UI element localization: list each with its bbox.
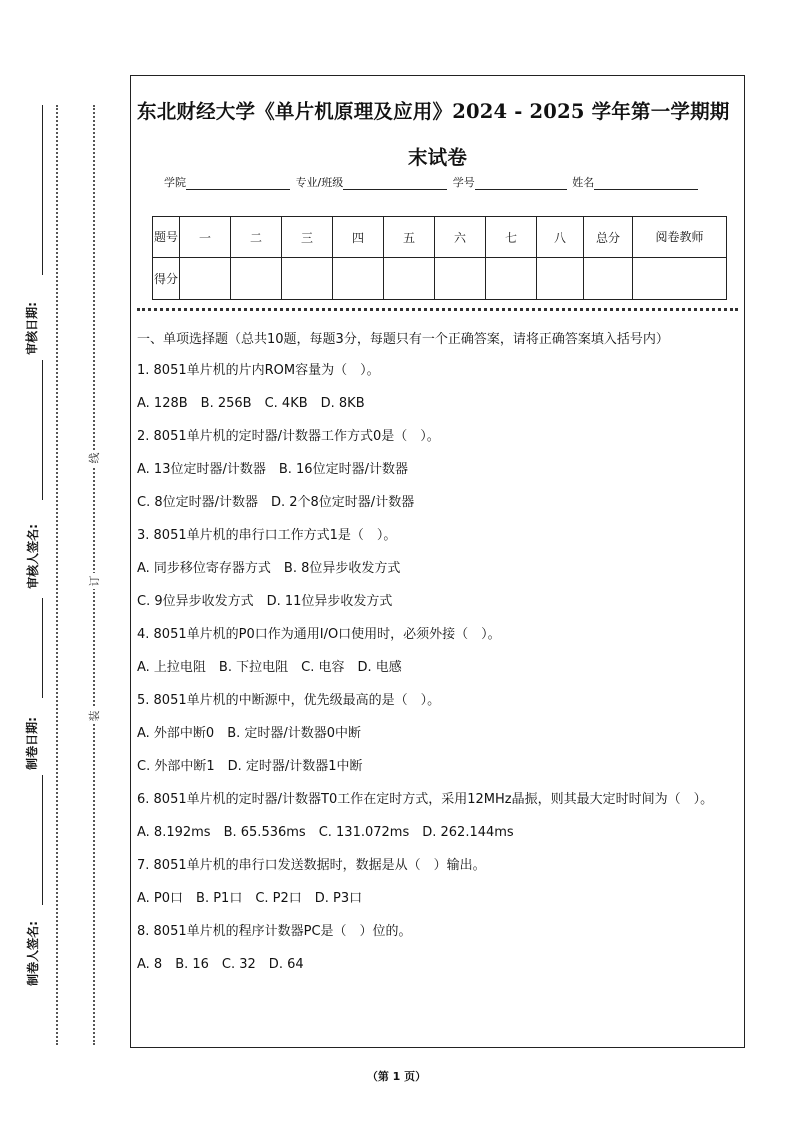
question: 1. 8051单片机的片内ROM容量为（ ）。 (137, 363, 380, 378)
question-options: A. 外部中断0 B. 定时器/计数器0中断 (137, 726, 362, 741)
major-field[interactable] (343, 177, 447, 190)
margin-line (42, 360, 43, 500)
score-col-header: 七 (486, 217, 537, 258)
score-table-row2-label: 得分 (153, 258, 180, 300)
exam-title (131, 88, 744, 182)
question-options: A. 128B B. 256B C. 4KB D. 8KB (137, 396, 365, 411)
score-cell[interactable] (486, 258, 537, 300)
dotted-separator (137, 308, 738, 311)
binding-dotted-line (56, 105, 58, 1045)
margin-line (42, 105, 43, 275)
question: 7. 8051单片机的串行口发送数据时，数据是从（ ）输出。 (137, 858, 486, 873)
student-id-label: 学号 (452, 176, 475, 189)
question-options: A. 同步移位寄存器方式 B. 8位异步收发方式 (137, 561, 401, 576)
score-col-header: 一 (180, 217, 231, 258)
score-col-total: 总分 (584, 217, 633, 258)
question-options: A. 8 B. 16 C. 32 D. 64 (137, 957, 304, 972)
exam-frame (130, 75, 745, 1048)
exam-title-line2: 末试卷 (407, 146, 468, 169)
binding-char-mount: 装 (86, 708, 102, 724)
score-col-header: 六 (435, 217, 486, 258)
margin-label-exam-date: 制卷日期: (24, 717, 39, 770)
margin-label-review-date: 审核日期: (24, 302, 39, 355)
score-table-header-row (153, 217, 727, 258)
question: 6. 8051单片机的定时器/计数器T0工作在定时方式，采用12MHz晶振，则其最大定时时间为（ ）。 (137, 792, 714, 807)
score-col-header: 四 (333, 217, 384, 258)
section-title: 一、单项选择题（总共10题，每题3分，每题只有一个正确答案，请将正确答案填入括号内） (137, 332, 669, 347)
exam-title-line1: 东北财经大学《单片机原理及应用》2024 - 2025 学年第一学期期 (137, 100, 730, 123)
score-cell[interactable] (384, 258, 435, 300)
score-cell[interactable] (537, 258, 584, 300)
college-label: 学院 (164, 176, 186, 189)
margin-line (42, 598, 43, 698)
question: 4. 8051单片机的P0口作为通用I/O口使用时，必须外接（ ）。 (137, 627, 501, 642)
score-col-header: 五 (384, 217, 435, 258)
score-cell[interactable] (435, 258, 486, 300)
margin-label-exam-maker-sign: 制卷人签名: (25, 921, 40, 986)
question-options: C. 8位定时器/计数器 D. 2个8位定时器/计数器 (137, 495, 415, 510)
page-number: （第 1 页） (366, 1070, 427, 1083)
question-options: C. 外部中断1 D. 定时器/计数器1中断 (137, 759, 363, 774)
score-cell[interactable] (282, 258, 333, 300)
margin-label-reviewer-sign: 审核人签名: (25, 524, 40, 589)
name-label: 姓名 (572, 176, 595, 189)
score-cell[interactable] (180, 258, 231, 300)
score-col-header: 三 (282, 217, 333, 258)
question: 5. 8051单片机的中断源中，优先级最高的是（ ）。 (137, 693, 441, 708)
score-cell[interactable] (231, 258, 282, 300)
score-cell-total[interactable] (584, 258, 633, 300)
college-field[interactable] (186, 177, 290, 190)
margin-line (42, 775, 43, 905)
score-cell-reviewer[interactable] (633, 258, 727, 300)
question-options: A. 8.192ms B. 65.536ms C. 131.072ms D. 262.144ms (137, 825, 514, 840)
question-options: A. P0口 B. P1口 C. P2口 D. P3口 (137, 891, 363, 906)
question: 3. 8051单片机的串行口工作方式1是（ ）。 (137, 528, 397, 543)
question-options: A. 上拉电阻 B. 下拉电阻 C. 电容 D. 电感 (137, 660, 402, 675)
name-field[interactable] (594, 177, 698, 190)
question: 8. 8051单片机的程序计数器PC是（ ）位的。 (137, 924, 412, 939)
binding-char-line: 线 (86, 450, 102, 466)
question: 2. 8051单片机的定时器/计数器工作方式0是（ ）。 (137, 429, 440, 444)
question-options: A. 13位定时器/计数器 B. 16位定时器/计数器 (137, 462, 408, 477)
binding-char-bind: 订 (86, 573, 102, 589)
score-table (152, 216, 727, 300)
score-cell[interactable] (333, 258, 384, 300)
score-table-row1-label: 题号 (153, 217, 180, 258)
score-col-reviewer: 阅卷教师 (633, 217, 727, 258)
question-options: C. 9位异步收发方式 D. 11位异步收发方式 (137, 594, 393, 609)
student-id-field[interactable] (475, 177, 567, 190)
score-col-header: 二 (231, 217, 282, 258)
major-label: 专业/班级 (295, 176, 344, 189)
score-col-header: 八 (537, 217, 584, 258)
question-section (137, 330, 738, 988)
score-table-score-row (153, 258, 727, 300)
student-info-row (164, 174, 700, 190)
